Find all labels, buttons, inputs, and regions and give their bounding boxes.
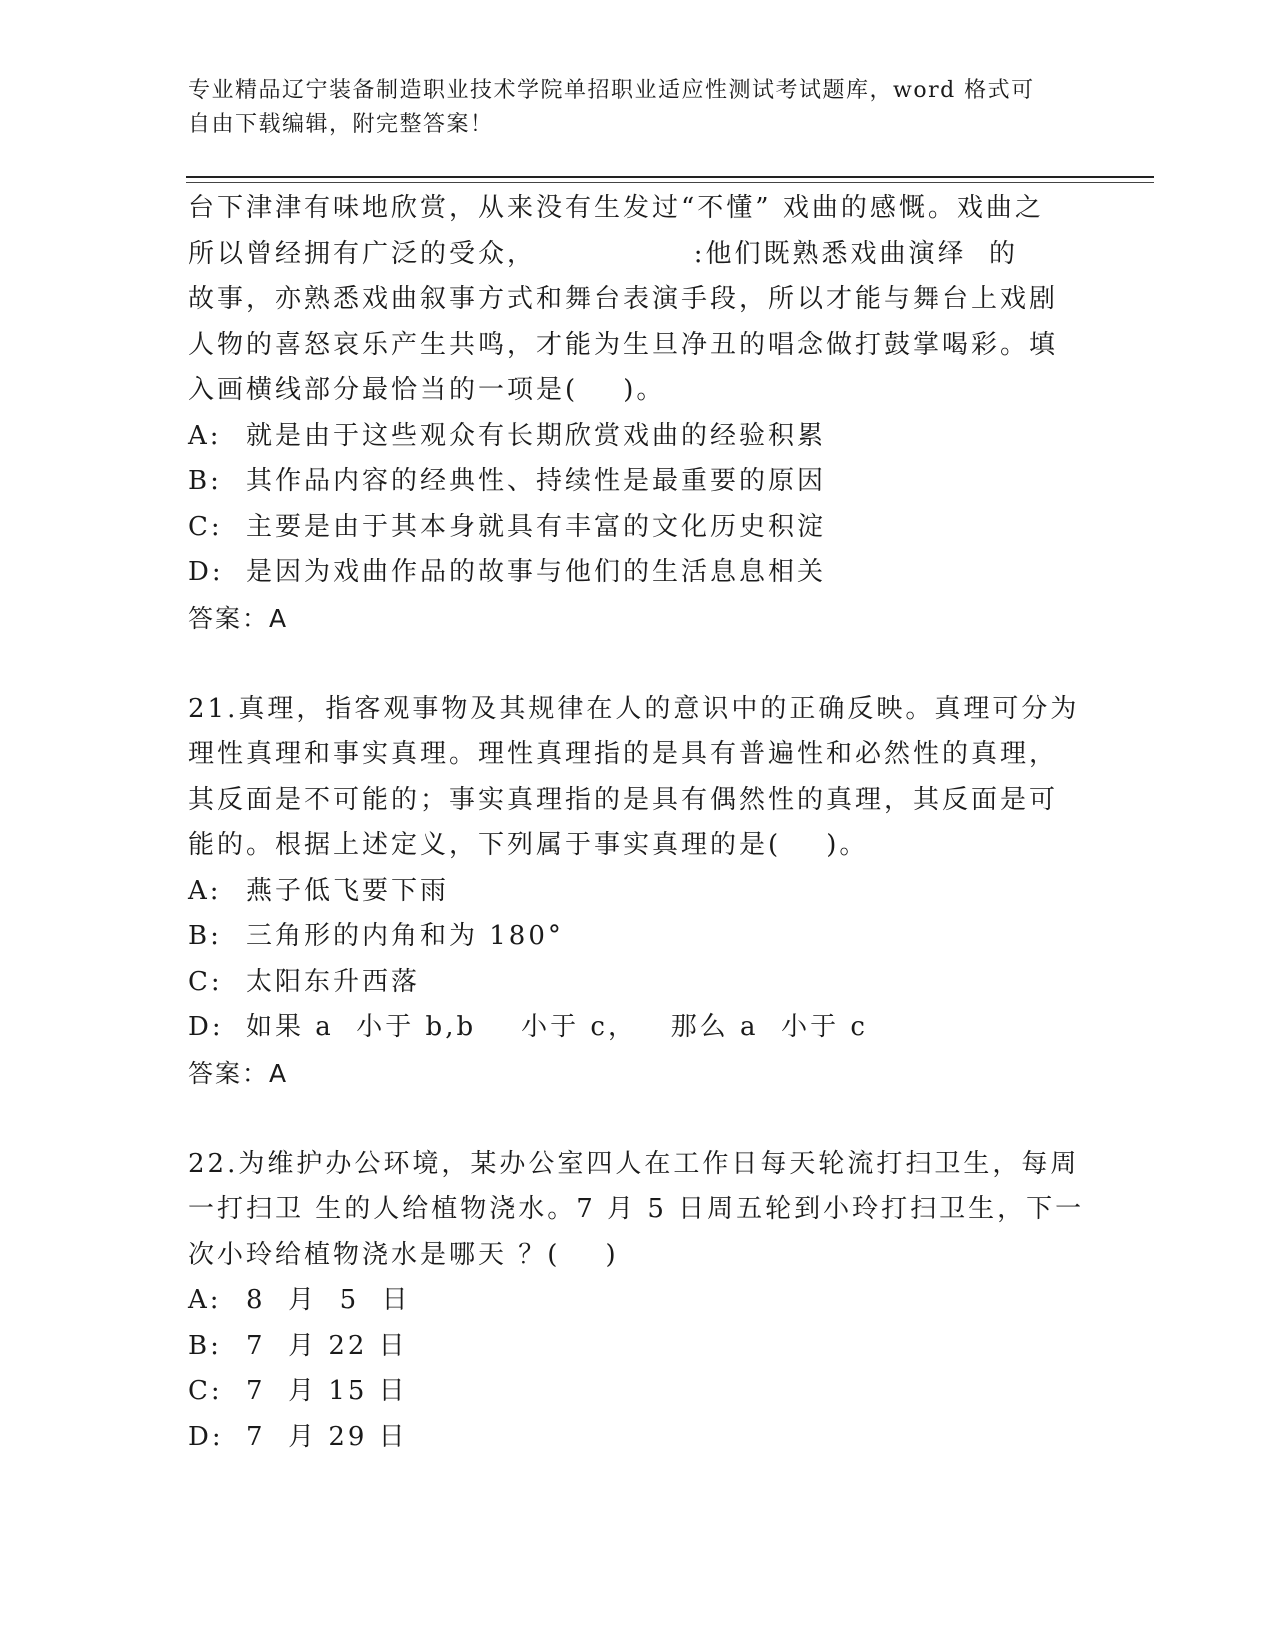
option-text: 主要是由于其本身就具有丰富的文化历史积淀	[246, 511, 827, 542]
question-21	[188, 687, 1088, 1097]
option-text: 7 月 29 日	[246, 1421, 408, 1452]
option-text: 7 月 15 日	[246, 1376, 408, 1406]
option-c	[188, 960, 1088, 1006]
option-a	[188, 414, 1088, 460]
option-text: 太阳东升西落	[246, 966, 421, 997]
option-b	[188, 1324, 1088, 1370]
option-c	[188, 1369, 1088, 1415]
option-d	[188, 1415, 1088, 1461]
option-a	[188, 1278, 1088, 1324]
option-b	[188, 914, 1088, 960]
header-divider-thin	[186, 182, 1154, 183]
option-d	[188, 550, 1088, 596]
document-body	[188, 186, 1088, 1460]
option-text: 三角形的内角和为 180°	[246, 921, 564, 951]
question-stem-line: 所以曾经拥有广泛的受众， :他们既熟悉戏曲演绎 的	[188, 238, 1018, 269]
option-letter: C:	[188, 511, 223, 542]
option-text: 其作品内容的经典性、持续性是最重要的原因	[246, 466, 827, 496]
option-letter: D:	[188, 1012, 224, 1042]
option-letter: D:	[188, 557, 224, 587]
option-letter: B:	[188, 466, 222, 496]
question-stem-line: 能的。根据上述定义，下列属于事实真理的是( )。	[188, 830, 869, 860]
option-b	[188, 459, 1088, 505]
option-d	[188, 1005, 1088, 1051]
option-text: 就是由于这些观众有长期欣赏戏曲的经验积累	[246, 420, 827, 451]
question-stem-line: 其反面是不可能的；事实真理指的是具有偶然性的真理，其反面是可	[188, 784, 1059, 815]
question-stem-line: 故事，亦熟悉戏曲叙事方式和舞台表演手段，所以才能与舞台上戏剧	[188, 284, 1059, 314]
question-stem-line: 人物的喜怒哀乐产生共鸣，才能为生旦净丑的唱念做打鼓掌喝彩。填	[188, 329, 1059, 360]
option-text: 8 月 5 日	[246, 1285, 411, 1315]
option-letter: C:	[188, 966, 223, 997]
option-letter: A:	[188, 420, 222, 451]
question-stem-line: 21.真理，指客观事物及其规律在人的意识中的正确反映。真理可分为	[188, 693, 1080, 724]
question-stem-line: 入画横线部分最恰当的一项是( )。	[188, 375, 666, 405]
question-stem-line: 一打扫卫 生的人给植物浇水。7 月 5 日周五轮到小玲打扫卫生，下一	[188, 1194, 1085, 1224]
option-letter: C:	[188, 1376, 223, 1406]
header-line-1: 专业精品辽宁装备制造职业技术学院单招职业适应性测试考试题库，word 格式可	[188, 78, 1035, 103]
header-divider-thick	[186, 176, 1154, 178]
question-22	[188, 1142, 1088, 1461]
option-letter: D:	[188, 1421, 224, 1452]
question-stem-line: 次小玲给植物浇水是哪天 ？( )	[188, 1239, 619, 1270]
spacer	[188, 641, 1088, 687]
page-header	[188, 74, 1088, 142]
option-letter: B:	[188, 1330, 222, 1361]
option-text: 7 月 22 日	[246, 1330, 408, 1361]
question-20	[188, 186, 1088, 641]
answer-line: 答案：A	[188, 1058, 289, 1088]
question-stem-line: 22.为维护办公环境，某办公室四人在工作日每天轮流打扫卫生，每周	[188, 1148, 1080, 1179]
question-stem-line: 理性真理和事实真理。理性真理指的是具有普遍性和必然性的真理，	[188, 739, 1059, 769]
option-text: 如果 a 小于 b,b 小于 c， 那么 a 小于 c	[246, 1012, 868, 1042]
header-line-2: 自由下载编辑，附完整答案！	[188, 112, 494, 137]
option-text: 是因为戏曲作品的故事与他们的生活息息相关	[246, 557, 827, 587]
answer-line: 答案：A	[188, 603, 289, 633]
option-letter: A:	[188, 875, 222, 906]
option-c	[188, 505, 1088, 551]
spacer	[188, 1096, 1088, 1142]
option-letter: B:	[188, 921, 222, 951]
option-text: 燕子低飞要下雨	[246, 875, 450, 906]
question-stem-line: 台下津津有味地欣赏，从来没有生发过“不懂” 戏曲的感慨。戏曲之	[188, 193, 1044, 223]
option-a	[188, 869, 1088, 915]
option-letter: A:	[188, 1285, 222, 1315]
